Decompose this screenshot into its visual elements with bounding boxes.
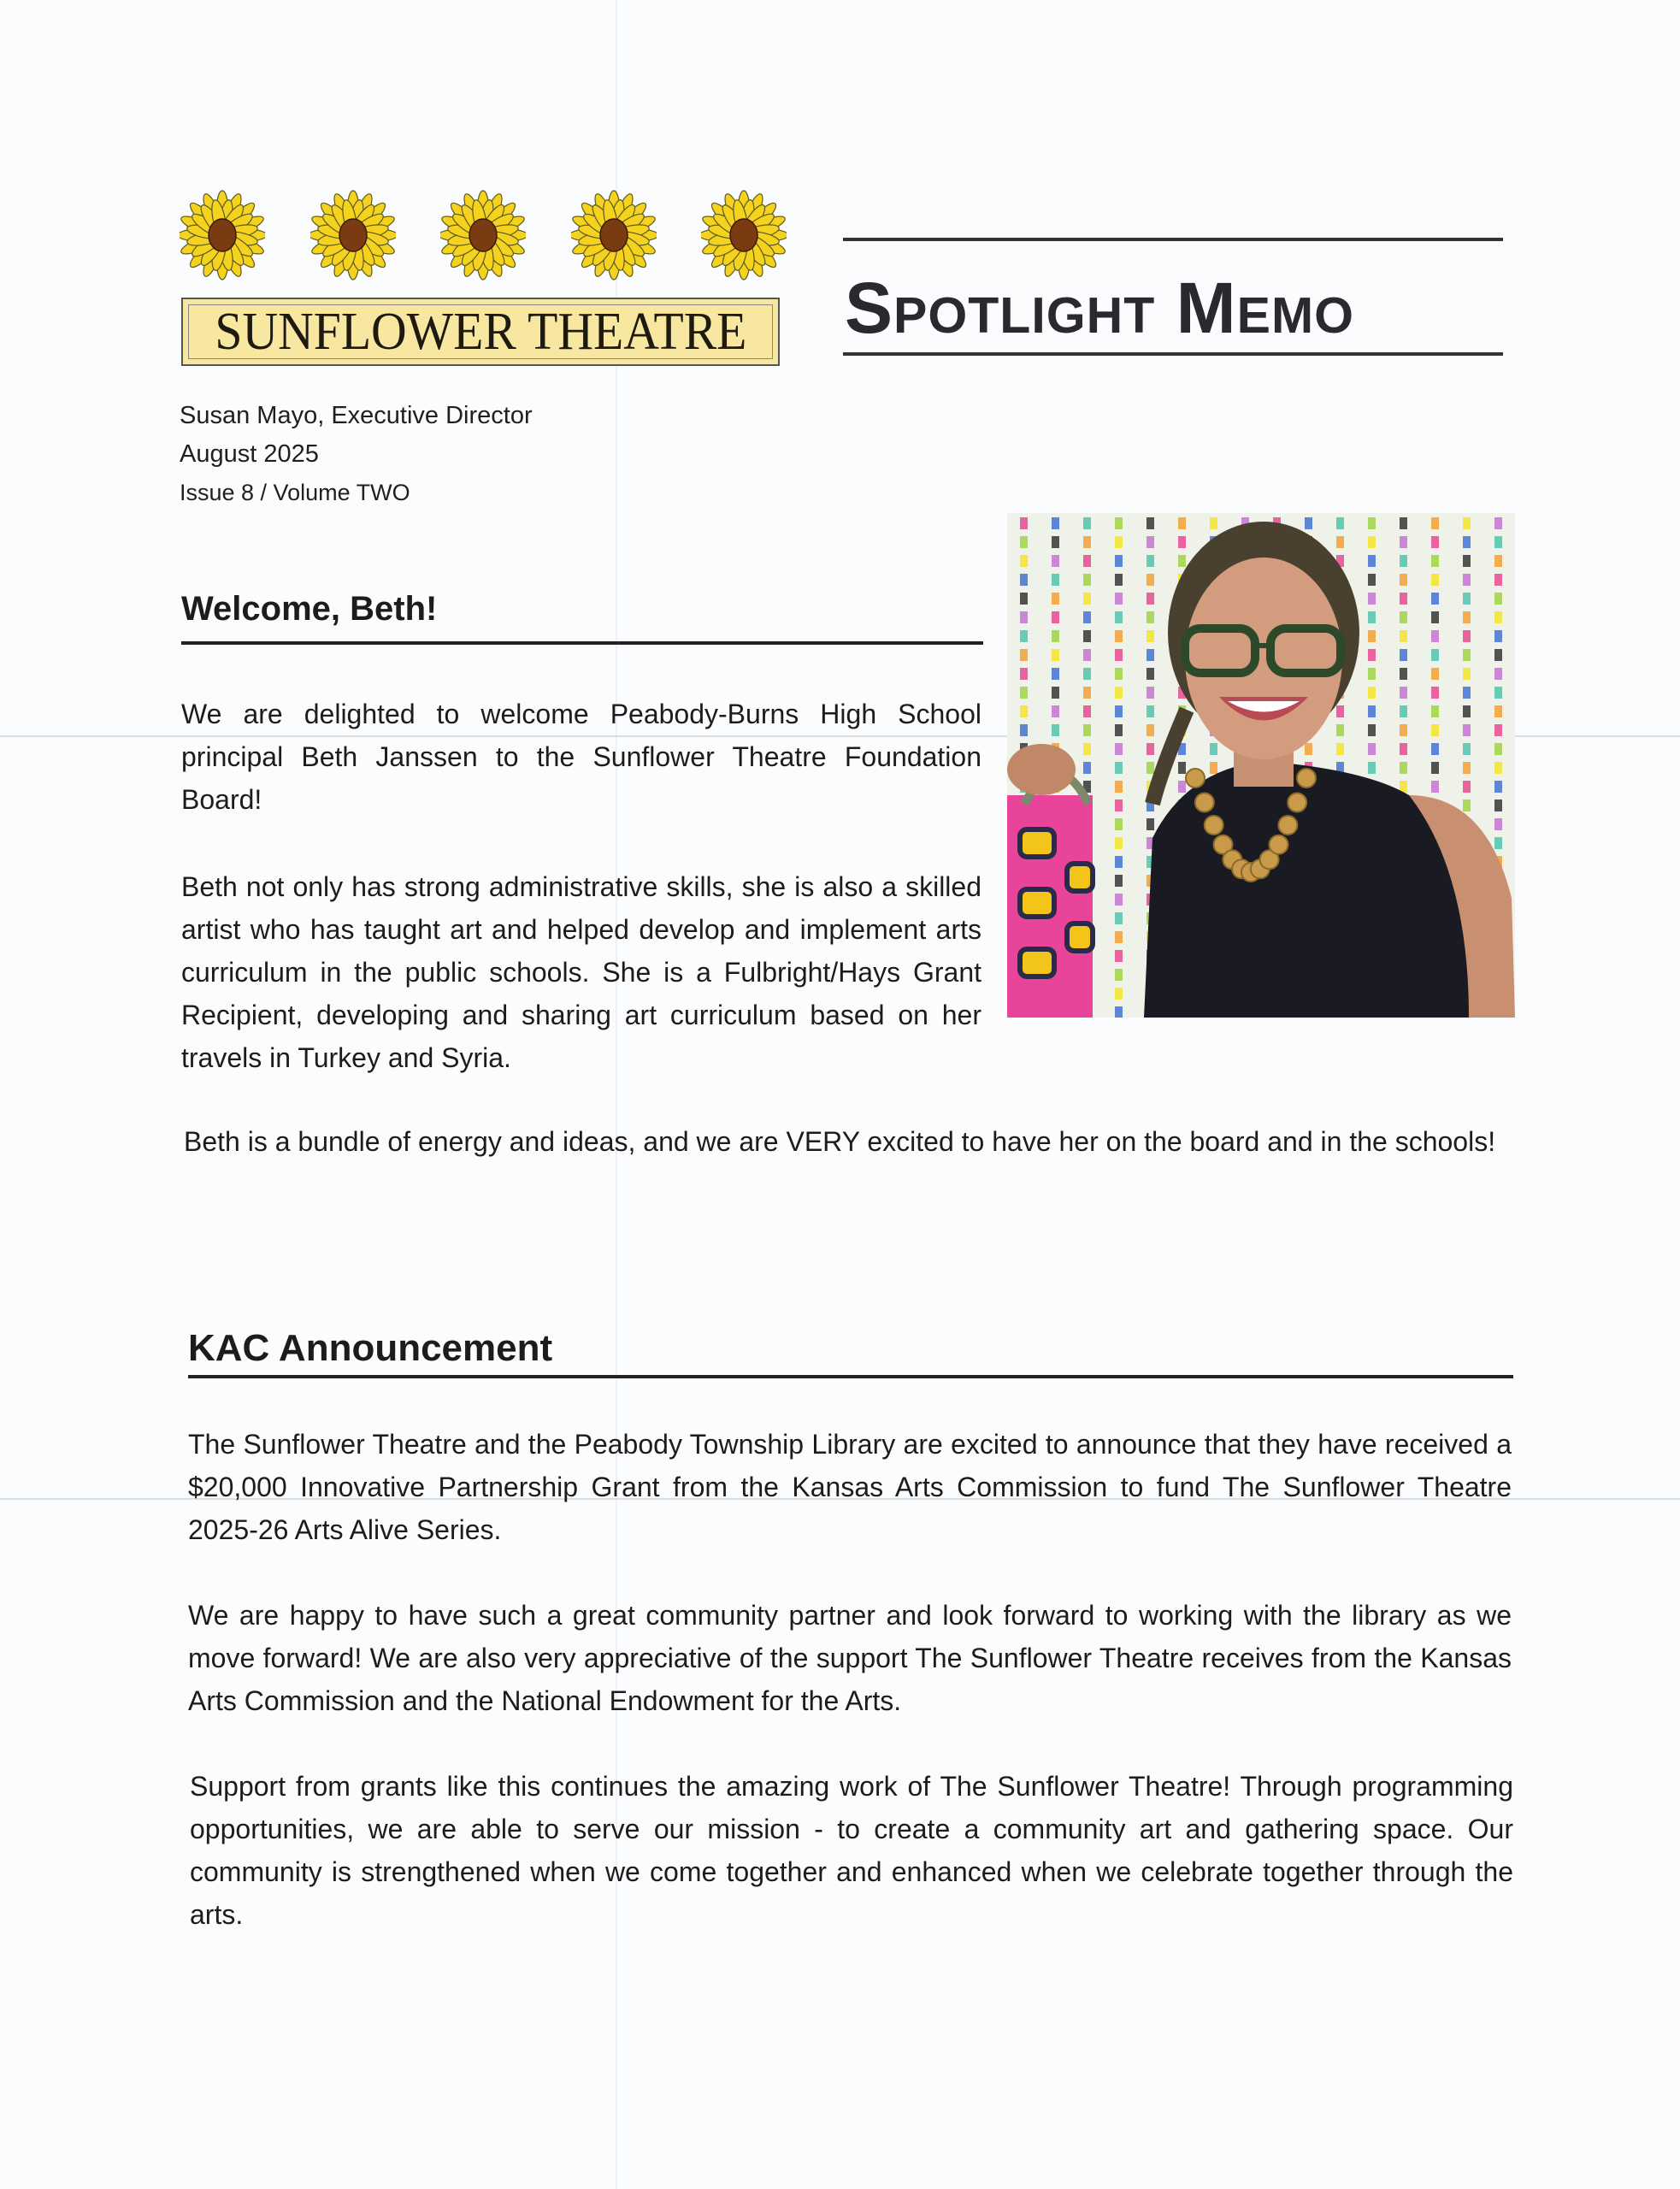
theatre-logo-marquee: [181, 298, 780, 366]
sunflower-icon: [180, 188, 265, 282]
kac-grant-paragraph: The Sunflower Theatre and the Peabody Township Library are excited to announce that they have received a $20,000 Innovative Partnership Grant from the Kansas Arts Commission to fund The Sunflower Theatre 2025-26 Arts Alive Series.: [188, 1429, 1512, 1545]
kac-partner-paragraph: We are happy to have such a great community partner and look forward to working with the library as we move forward! We are also very appreciative of the support The Sunflower Theatre receives from the Kansas Arts Commission and the National Endowment for the Arts.: [188, 1600, 1512, 1716]
kac-mission-paragraph: Support from grants like this continues the amazing work of The Sunflower Theatre! Through programming opportunities, we are able to serve our mission - to create a community art and gathering space. Our community is strengthened when we come together and enhanced when we celebrate together through the arts.: [190, 1771, 1513, 1930]
logo-text: SUNFLOWER THEATRE: [215, 302, 746, 361]
bio-paragraph: Beth not only has strong administrative skills, she is also a skilled artist who has taught art and helped develop and implement arts curriculum in the public schools. She is a Fulbright/Hays Grant Recipient, developing and sharing art curriculum based on her travels in Turkey and Syria.: [181, 871, 981, 1073]
newsletter-title: Spotlight Memo: [845, 268, 1354, 348]
section-rule: [181, 641, 983, 645]
title-rule-bottom: [843, 352, 1503, 356]
section-rule: [188, 1375, 1513, 1378]
date-line: August 2025: [180, 440, 319, 468]
sunflower-icon: [571, 188, 657, 282]
sunflower-row: [180, 188, 787, 291]
title-rule-top: [843, 238, 1503, 241]
welcome-paragraph: We are delighted to welcome Peabody-Burns High School principal Beth Janssen to the Sunflower Theatre Foundation Board!: [181, 699, 981, 815]
photo-of-beth-janssen: [1007, 513, 1515, 1018]
sunflower-icon: [440, 188, 526, 282]
sunflower-icon: [310, 188, 396, 282]
author-line: Susan Mayo, Executive Director: [180, 402, 533, 429]
section-heading-kac: KAC Announcement: [188, 1327, 553, 1369]
section-heading-welcome: Welcome, Beth!: [181, 590, 438, 628]
portrait-illustration: [1007, 513, 1515, 1018]
issue-line: Issue 8 / Volume TWO: [180, 480, 410, 505]
closing-paragraph: Beth is a bundle of energy and ideas, and we are VERY excited to have her on the board and in the schools!: [184, 1126, 1496, 1157]
sunflower-icon: [701, 188, 787, 282]
newsletter-meta: [180, 397, 533, 512]
